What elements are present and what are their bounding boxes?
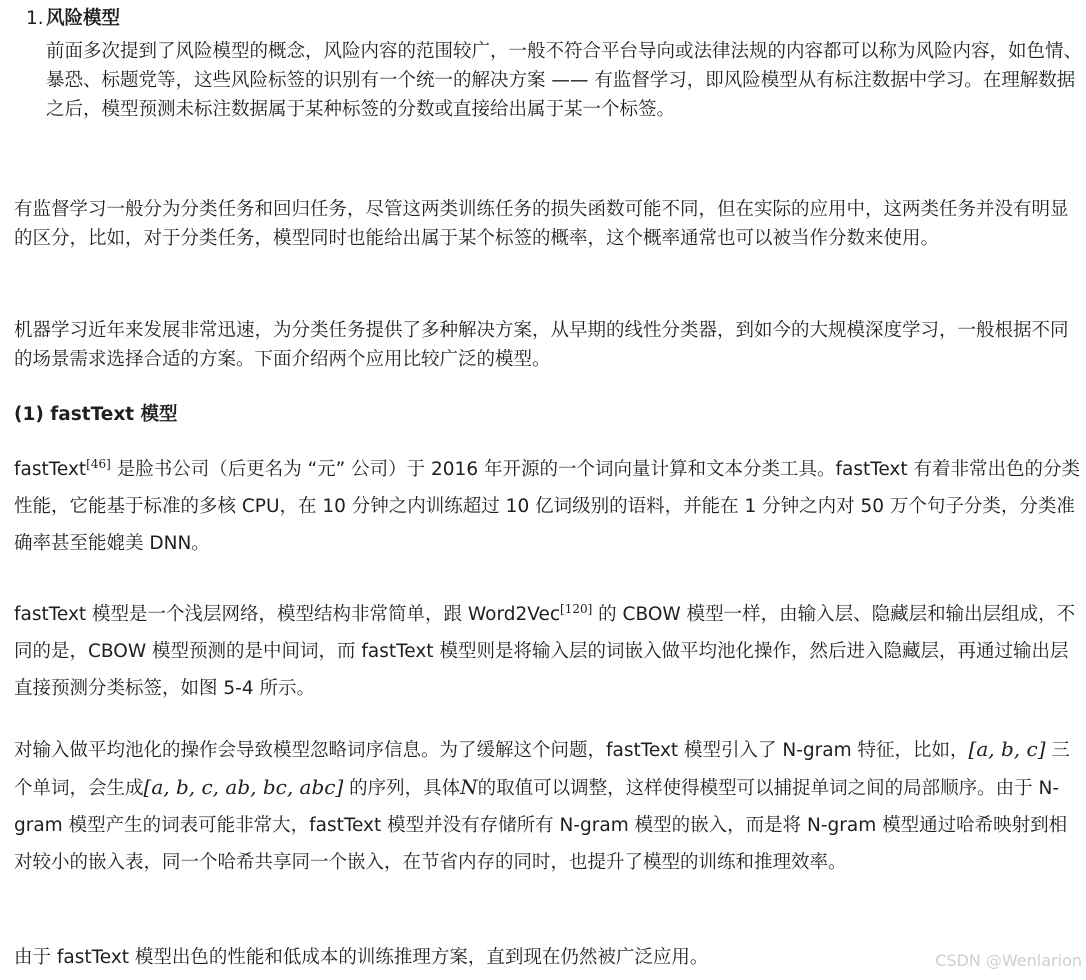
text-segment: fastText 模型是一个浅层网络，模型结构非常简单，跟 Word2Vec [14,604,561,625]
paragraph-conclusion: 由于 fastText 模型出色的性能和低成本的训练推理方案，直到现在仍然被广泛应用。 [14,947,709,968]
list-number: 1. [26,8,44,29]
list-item-body: 前面多次提到了风险模型的概念，风险内容的范围较广，一般不符合平台导向或法律法规的内容都可以称为风险内容，如色情、暴恐、标题党等，这些风险标签的识别有一个统一的解决方案 —— 有监督学习，即风险模型从有标注数据中学习。在理解数据之后，模型预测未标注数据属于某种标签的分数或直接给出属于某一个标签。 [46,41,1083,120]
paragraph-supervised-learning: 有监督学习一般分为分类任务和回归任务，尽管这两类训练任务的损失函数可能不同，但在实际的应用中，这两类任务并没有明显的区分，比如，对于分类任务，模型同时也能给出属于某个标签的概率，这个概率通常也可以被当作分数来使用。 [14,199,1069,249]
subheading-fasttext: (1) fastText 模型 [14,404,178,425]
text-segment: 的序列，具体 [343,778,461,799]
citation-ref: [120] [560,601,593,616]
paragraph-fasttext-intro [14,451,1084,562]
paragraph-ngram [14,731,1084,881]
math-expression: N [460,775,478,799]
math-expression: [a, b, c] [968,737,1046,761]
section-heading: 风险模型 [46,8,121,29]
paragraph-ml-development: 机器学习近年来发展非常迅速，为分类任务提供了多种解决方案，从早期的线性分类器，到如今的大规模深度学习，一般根据不同的场景需求选择合适的方案。下面介绍两个应用比较广泛的模型。 [14,320,1069,370]
text-segment: 对输入做平均池化的操作会导致模型忽略词序信息。为了缓解这个问题，fastText 模型引入了 N-gram 特征，比如， [14,740,969,761]
text-segment: 的取值可以调整，这样使得模型可以捕捉单词之间的局部顺序。由于 N-gram 模型产生的词表可能非常大，fastText 模型并没有存储所有 N-gram 模型的嵌入，而是将 N-gram 模型通过哈希映射到相对较小的嵌入表，同一个哈希共享同一个嵌入，在节省内存的同时，也提升了模型的训练和推理效率。 [14,778,1068,873]
text-segment: 三个单词，会生成 [14,740,1070,799]
text-segment: fastText [14,459,87,480]
paragraph-fasttext-structure [14,596,1084,707]
text-segment: 的 CBOW 模型一样，由输入层、隐藏层和输出层组成，不同的是，CBOW 模型预测的是中间词，而 fastText 模型则是将输入层的词嵌入做平均池化操作，然后进入隐藏层，再通过输出层直接预测分类标签，如图 5-4 所示。 [14,604,1076,699]
text-segment: 是脸书公司（后更名为 “元” 公司）于 2016 年开源的一个词向量计算和文本分类工具。fastText 有着非常出色的分类性能，它能基于标准的多核 CPU，在 10 分钟之内训练超过 10 亿词级别的语料，并能在 1 分钟之内对 50 万个句子分类，分类准确率甚至能媲美 DNN。 [14,459,1081,554]
watermark: CSDN @Wenlarion [935,951,1082,970]
math-expression: [a, b, c, ab, bc, abc] [143,775,344,799]
citation-ref: [46] [86,456,111,471]
numbered-list-item [26,4,1076,33]
